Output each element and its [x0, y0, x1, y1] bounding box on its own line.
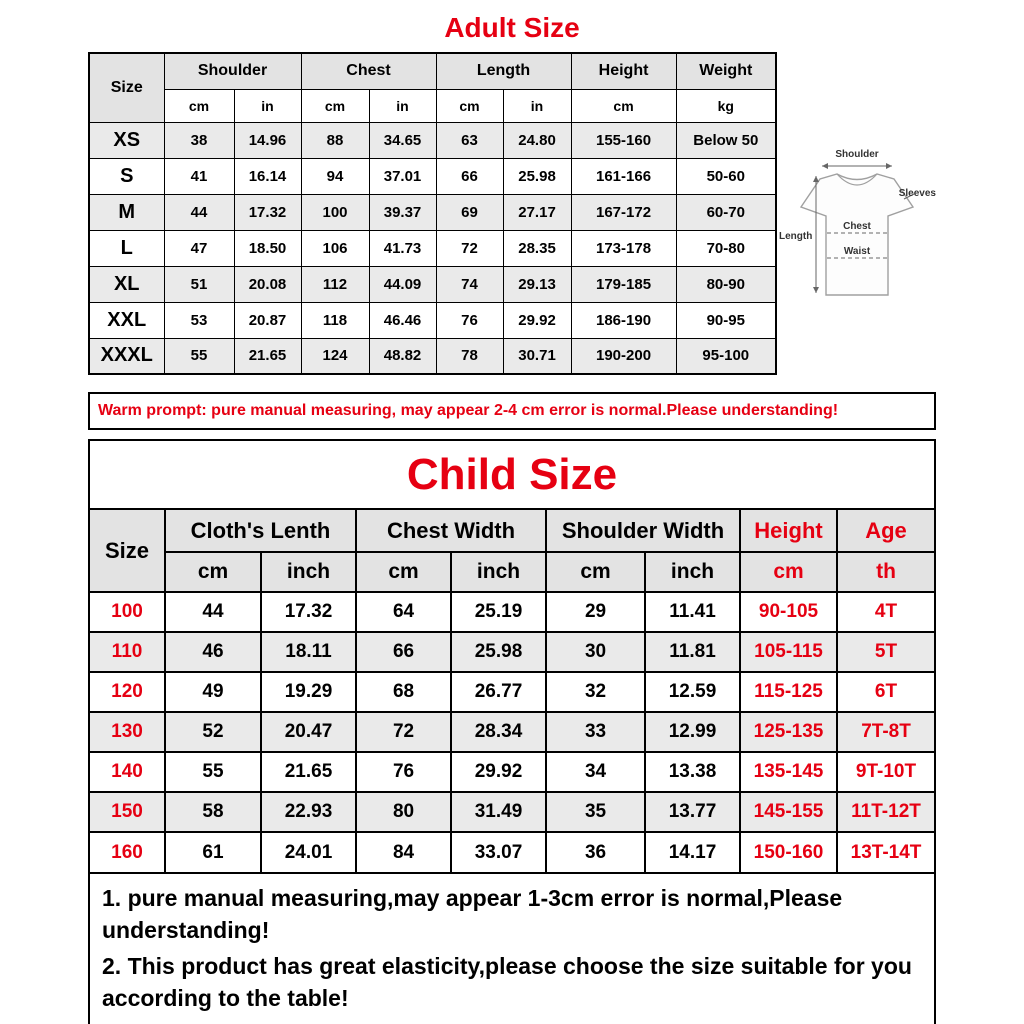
measurement-notes [90, 872, 934, 1024]
child-size-label: 100 [90, 592, 165, 632]
adult-value-cell: 60-70 [676, 194, 776, 230]
child-value-cell: 11.41 [645, 592, 740, 632]
adult-size-area [88, 52, 936, 382]
adult-value-cell: 14.96 [234, 122, 301, 158]
adult-size-label: XXL [89, 302, 164, 338]
adult-value-cell: 100 [301, 194, 369, 230]
child-value-cell: 13.77 [645, 792, 740, 832]
child-value-cell: 125-135 [740, 712, 837, 752]
child-value-cell: 135-145 [740, 752, 837, 792]
note-1: 1. pure manual measuring,may appear 1-3cm error is normal,Please understanding! [102, 885, 843, 943]
child-col-age: Age [837, 510, 934, 552]
adult-value-cell: 27.17 [503, 194, 571, 230]
diagram-shoulder-label: Shoulder [835, 149, 879, 160]
adult-value-cell: 24.80 [503, 122, 571, 158]
adult-value-cell: 173-178 [571, 230, 676, 266]
child-size-section [88, 439, 936, 1024]
child-row [90, 832, 934, 872]
note-2: 2. This product has great elasticity,please choose the size suitable for you according to the table! [102, 953, 912, 1012]
child-value-cell: 12.59 [645, 672, 740, 712]
adult-size-title: Adult Size [444, 12, 580, 43]
adult-value-cell: 112 [301, 266, 369, 302]
child-value-cell: 68 [356, 672, 451, 712]
child-col-cloth-length: Cloth's Lenth [165, 510, 356, 552]
child-value-cell: 32 [546, 672, 645, 712]
adult-value-cell: 18.50 [234, 230, 301, 266]
adult-value-cell: 53 [164, 302, 234, 338]
child-value-cell: 21.65 [261, 752, 356, 792]
child-value-cell: 66 [356, 632, 451, 672]
tshirt-outline-icon [801, 174, 913, 295]
adult-value-cell: 179-185 [571, 266, 676, 302]
child-value-cell: 64 [356, 592, 451, 632]
child-value-cell: 34 [546, 752, 645, 792]
child-value-cell: 19.29 [261, 672, 356, 712]
adult-unit-length-in: in [503, 89, 571, 122]
adult-unit-chest-in: in [369, 89, 436, 122]
adult-warm-note: Warm prompt: pure manual measuring, may appear 2-4 cm error is normal.Please understanding! [88, 392, 936, 430]
child-value-cell: 76 [356, 752, 451, 792]
adult-col-size: Size [89, 53, 164, 122]
adult-value-cell: 76 [436, 302, 503, 338]
child-value-cell: 28.34 [451, 712, 546, 752]
child-unit-length-cm: cm [165, 552, 261, 592]
child-value-cell: 49 [165, 672, 261, 712]
child-value-cell: 150-160 [740, 832, 837, 872]
child-value-cell: 5T [837, 632, 934, 672]
child-value-cell: 14.17 [645, 832, 740, 872]
child-row [90, 792, 934, 832]
adult-size-table [88, 52, 777, 375]
adult-value-cell: 88 [301, 122, 369, 158]
child-value-cell: 31.49 [451, 792, 546, 832]
adult-value-cell: 48.82 [369, 338, 436, 374]
adult-unit-shoulder-cm: cm [164, 89, 234, 122]
diagram-waist-label: Waist [843, 246, 871, 257]
child-col-chest-width: Chest Width [356, 510, 546, 552]
adult-value-cell: 74 [436, 266, 503, 302]
child-size-label: 140 [90, 752, 165, 792]
child-value-cell: 12.99 [645, 712, 740, 752]
adult-value-cell: 90-95 [676, 302, 776, 338]
adult-value-cell: 155-160 [571, 122, 676, 158]
child-row [90, 632, 934, 672]
child-value-cell: 11.81 [645, 632, 740, 672]
child-col-size: Size [90, 510, 165, 592]
adult-value-cell: 41 [164, 158, 234, 194]
child-value-cell: 9T-10T [837, 752, 934, 792]
adult-row [89, 338, 776, 374]
adult-value-cell: 55 [164, 338, 234, 374]
child-value-cell: 30 [546, 632, 645, 672]
child-unit-chest-inch: inch [451, 552, 546, 592]
adult-value-cell: 46.46 [369, 302, 436, 338]
adult-size-label: XL [89, 266, 164, 302]
child-row [90, 752, 934, 792]
child-value-cell: 33.07 [451, 832, 546, 872]
adult-row [89, 230, 776, 266]
child-value-cell: 58 [165, 792, 261, 832]
adult-unit-shoulder-in: in [234, 89, 301, 122]
child-value-cell: 105-115 [740, 632, 837, 672]
child-value-cell: 36 [546, 832, 645, 872]
child-size-label: 130 [90, 712, 165, 752]
adult-size-label: L [89, 230, 164, 266]
child-value-cell: 20.47 [261, 712, 356, 752]
child-value-cell: 46 [165, 632, 261, 672]
child-size-label: 120 [90, 672, 165, 712]
adult-value-cell: 66 [436, 158, 503, 194]
adult-row [89, 194, 776, 230]
adult-unit-row [89, 89, 776, 122]
child-value-cell: 52 [165, 712, 261, 752]
child-value-cell: 115-125 [740, 672, 837, 712]
adult-value-cell: 17.32 [234, 194, 301, 230]
adult-col-weight: Weight [676, 53, 776, 89]
child-size-table [90, 510, 934, 872]
child-value-cell: 4T [837, 592, 934, 632]
child-value-cell: 80 [356, 792, 451, 832]
child-value-cell: 145-155 [740, 792, 837, 832]
child-size-label: 160 [90, 832, 165, 872]
adult-unit-chest-cm: cm [301, 89, 369, 122]
adult-value-cell: 167-172 [571, 194, 676, 230]
child-value-cell: 6T [837, 672, 934, 712]
child-size-label: 150 [90, 792, 165, 832]
child-header-row [90, 510, 934, 552]
adult-row [89, 122, 776, 158]
child-value-cell: 90-105 [740, 592, 837, 632]
adult-value-cell: 118 [301, 302, 369, 338]
adult-unit-height-cm: cm [571, 89, 676, 122]
adult-value-cell: 29.92 [503, 302, 571, 338]
child-row [90, 712, 934, 752]
child-row [90, 672, 934, 712]
child-value-cell: 29 [546, 592, 645, 632]
child-unit-age-th: th [837, 552, 934, 592]
adult-header-row [89, 53, 776, 89]
adult-value-cell: 190-200 [571, 338, 676, 374]
shoulder-measure-line [822, 163, 892, 169]
child-unit-length-inch: inch [261, 552, 356, 592]
diagram-length-label: Length [779, 231, 813, 242]
adult-value-cell: 16.14 [234, 158, 301, 194]
adult-value-cell: 80-90 [676, 266, 776, 302]
adult-row [89, 302, 776, 338]
adult-value-cell: 25.98 [503, 158, 571, 194]
adult-value-cell: 39.37 [369, 194, 436, 230]
adult-value-cell: 51 [164, 266, 234, 302]
child-value-cell: 22.93 [261, 792, 356, 832]
adult-value-cell: 44.09 [369, 266, 436, 302]
adult-value-cell: 47 [164, 230, 234, 266]
diagram-sleeves-label: Sleeves [898, 188, 936, 199]
adult-value-cell: 186-190 [571, 302, 676, 338]
child-unit-shoulder-cm: cm [546, 552, 645, 592]
adult-value-cell: 106 [301, 230, 369, 266]
adult-col-chest: Chest [301, 53, 436, 89]
adult-unit-length-cm: cm [436, 89, 503, 122]
adult-value-cell: 69 [436, 194, 503, 230]
adult-col-length: Length [436, 53, 571, 89]
child-value-cell: 35 [546, 792, 645, 832]
adult-value-cell: 37.01 [369, 158, 436, 194]
child-value-cell: 72 [356, 712, 451, 752]
child-unit-height-cm: cm [740, 552, 837, 592]
adult-value-cell: 44 [164, 194, 234, 230]
adult-value-cell: 38 [164, 122, 234, 158]
adult-unit-weight-kg: kg [676, 89, 776, 122]
tshirt-measure-diagram [778, 144, 936, 322]
child-value-cell: 61 [165, 832, 261, 872]
adult-value-cell: 20.87 [234, 302, 301, 338]
adult-value-cell: 20.08 [234, 266, 301, 302]
adult-value-cell: Below 50 [676, 122, 776, 158]
child-col-height: Height [740, 510, 837, 552]
child-value-cell: 13T-14T [837, 832, 934, 872]
adult-value-cell: 161-166 [571, 158, 676, 194]
adult-value-cell: 30.71 [503, 338, 571, 374]
adult-value-cell: 41.73 [369, 230, 436, 266]
child-value-cell: 7T-8T [837, 712, 934, 752]
adult-value-cell: 78 [436, 338, 503, 374]
child-unit-row [90, 552, 934, 592]
adult-value-cell: 28.35 [503, 230, 571, 266]
adult-value-cell: 50-60 [676, 158, 776, 194]
adult-row [89, 266, 776, 302]
adult-value-cell: 34.65 [369, 122, 436, 158]
adult-value-cell: 95-100 [676, 338, 776, 374]
child-row [90, 592, 934, 632]
child-col-shoulder-width: Shoulder Width [546, 510, 740, 552]
adult-col-shoulder: Shoulder [164, 53, 301, 89]
adult-col-height: Height [571, 53, 676, 89]
child-unit-chest-cm: cm [356, 552, 451, 592]
child-size-label: 110 [90, 632, 165, 672]
child-value-cell: 11T-12T [837, 792, 934, 832]
adult-value-cell: 21.65 [234, 338, 301, 374]
child-value-cell: 33 [546, 712, 645, 752]
child-value-cell: 84 [356, 832, 451, 872]
adult-value-cell: 29.13 [503, 266, 571, 302]
child-value-cell: 25.19 [451, 592, 546, 632]
adult-value-cell: 70-80 [676, 230, 776, 266]
adult-value-cell: 63 [436, 122, 503, 158]
child-value-cell: 25.98 [451, 632, 546, 672]
adult-value-cell: 94 [301, 158, 369, 194]
adult-size-label: XS [89, 122, 164, 158]
adult-row [89, 158, 776, 194]
adult-size-label: S [89, 158, 164, 194]
adult-value-cell: 124 [301, 338, 369, 374]
child-value-cell: 44 [165, 592, 261, 632]
child-value-cell: 18.11 [261, 632, 356, 672]
child-value-cell: 24.01 [261, 832, 356, 872]
child-value-cell: 26.77 [451, 672, 546, 712]
adult-value-cell: 72 [436, 230, 503, 266]
child-unit-shoulder-inch: inch [645, 552, 740, 592]
child-size-title: Child Size [90, 441, 934, 510]
child-value-cell: 29.92 [451, 752, 546, 792]
child-value-cell: 17.32 [261, 592, 356, 632]
adult-size-label: XXXL [89, 338, 164, 374]
child-value-cell: 55 [165, 752, 261, 792]
child-value-cell: 13.38 [645, 752, 740, 792]
diagram-chest-label: Chest [843, 221, 871, 232]
adult-size-label: M [89, 194, 164, 230]
